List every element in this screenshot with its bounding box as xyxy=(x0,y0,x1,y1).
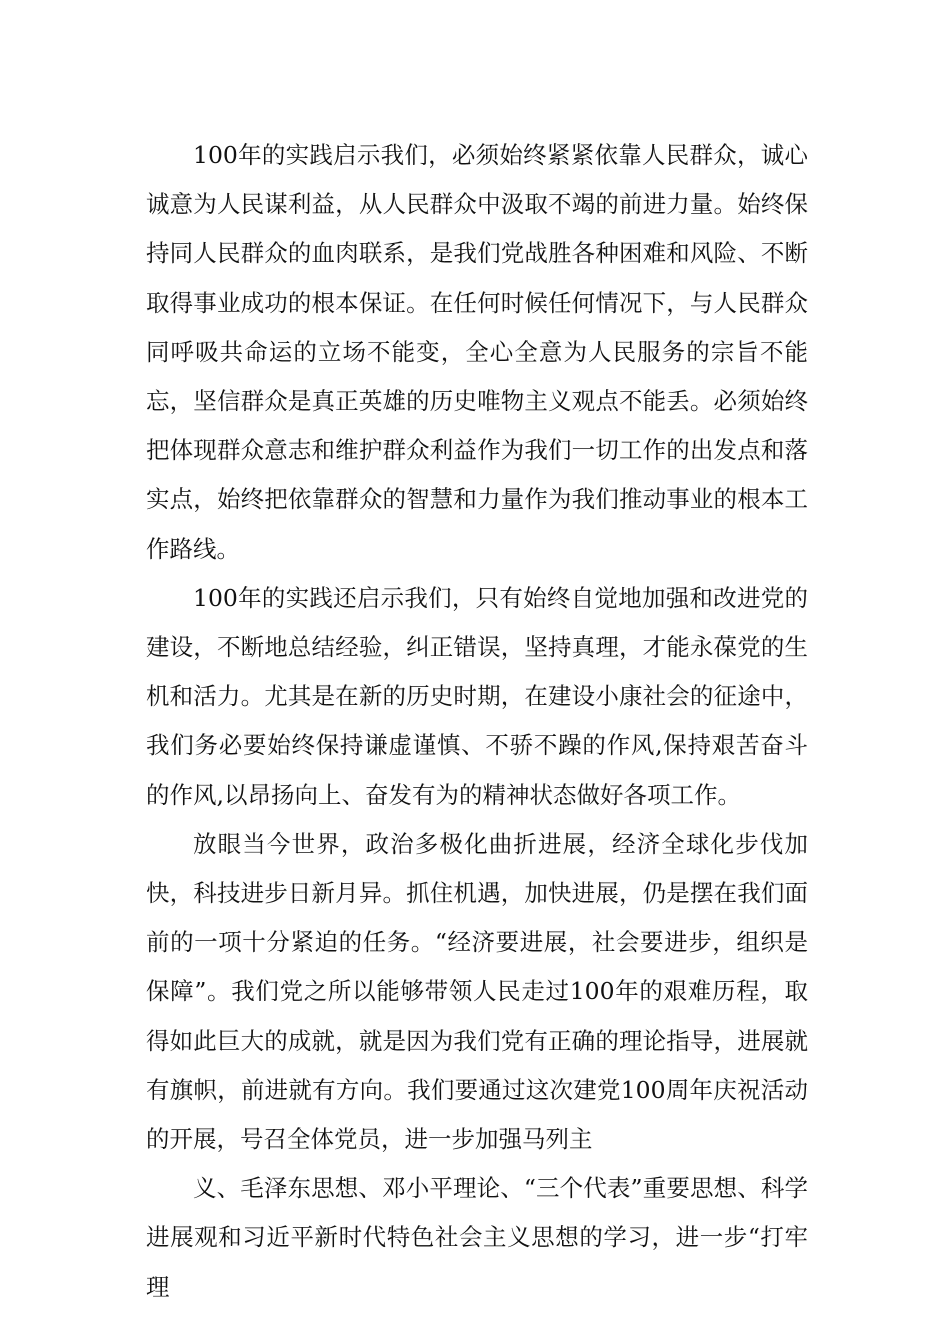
document-body xyxy=(146,131,808,1312)
paragraph-3: 放眼当今世界，政治多极化曲折进展，经济全球化步伐加快，科技进步日新月异。抓住机遇，加快进展，仍是摆在我们面前的一项十分紧迫的任务。“经济要进展，社会要进步，组织是保障”。我们党之所以能够带领人民走过100年的艰难历程，取得如此巨大的成就，就是因为我们党有正确的理论指导，进展就有旗帜，前进就有方向。我们要通过这次建党100周年庆祝活动的开展，号召全体党员，进一步加强马列主 xyxy=(146,829,808,1154)
paragraph-1: 100年的实践启示我们，必须始终紧紧依靠人民群众，诚心诚意为人民谋利益，从人民群众中汲取不竭的前进力量。始终保持同人民群众的血肉联系，是我们党战胜各种困难和风险、不断取得事业成功的根本保证。在任何时候任何情况下，与人民群众同呼吸共命运的立场不能变，全心全意为人民服务的宗旨不能忘，坚信群众是真正英雄的历史唯物主义观点不能丢。必须始终把体现群众意志和维护群众利益作为我们一切工作的出发点和落实点，始终把依靠群众的智慧和力量作为我们推动事业的根本工作路线。 xyxy=(146,141,808,563)
paragraph-4: 义、毛泽东思想、邓小平理论、“三个代表”重要思想、科学进展观和习近平新时代特色社会主义思想的学习，进一步“打牢理 xyxy=(146,1174,808,1301)
paragraph-2: 100年的实践还启示我们，只有始终自觉地加强和改进党的建设，不断地总结经验，纠正错误，坚持真理，才能永葆党的生机和活力。尤其是在新的历史时期，在建设小康社会的征途中，我们务必要始终保持谦虚谨慎、不骄不躁的作风,保持艰苦奋斗的作风,以昂扬向上、奋发有为的精神状态做好各项工作。 xyxy=(146,583,808,809)
